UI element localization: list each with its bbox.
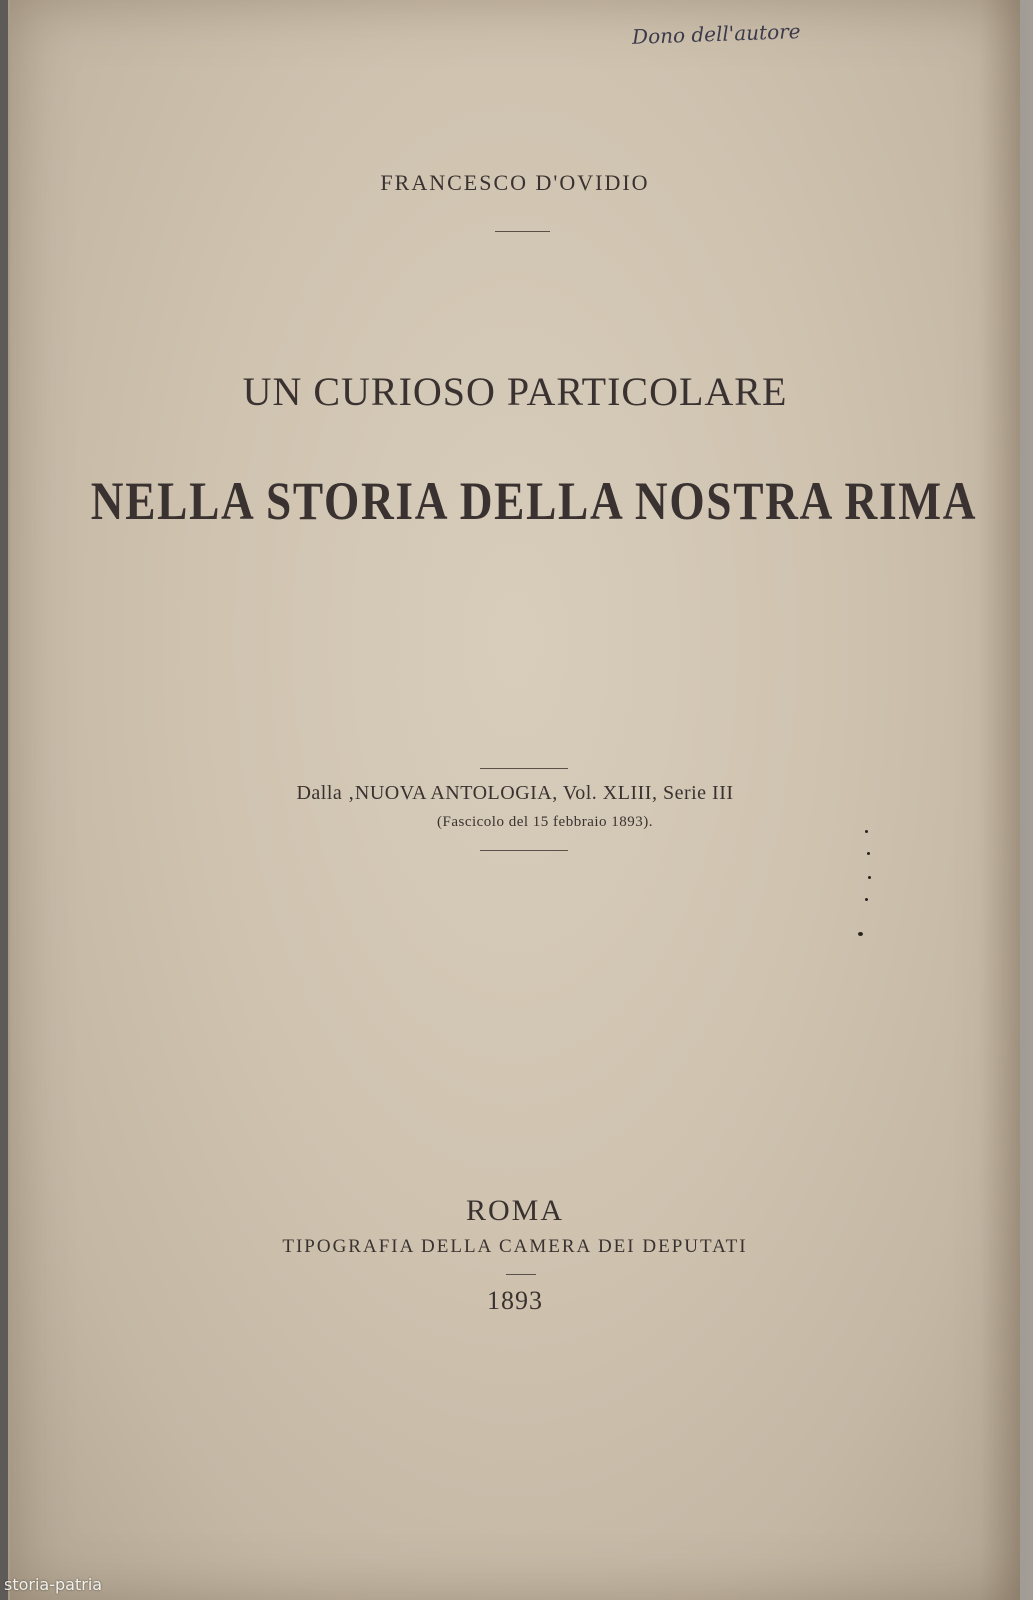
- ink-speck: [865, 830, 868, 833]
- ink-speck: [868, 876, 871, 879]
- ink-speck: [867, 852, 870, 855]
- imprint-printer: TIPOGRAFIA DELLA CAMERA DEI DEPUTATI: [282, 1236, 748, 1257]
- imprint-city: ROMA: [465, 1194, 564, 1227]
- divider-rule: [480, 850, 568, 851]
- handwritten-dedication: Dono dell'autore: [631, 19, 801, 49]
- imprint-year: 1893: [487, 1286, 543, 1315]
- issue-line: (Fascicolo del 15 febbraio 1893).: [436, 814, 654, 830]
- title-line-1: UN CURIOSO PARTICOLARE: [242, 369, 788, 414]
- divider-rule: [506, 1274, 536, 1275]
- source-line: Dalla ‚NUOVA ANTOLOGIA, Vol. XLIII, Serie III: [296, 782, 734, 804]
- divider-rule: [495, 231, 550, 232]
- divider-rule: [480, 768, 568, 769]
- title-page: [8, 0, 1020, 1600]
- watermark-text: storia-patria: [4, 1575, 103, 1594]
- author-name: FRANCESCO D'OVIDIO: [380, 170, 650, 195]
- ink-speck: [865, 898, 868, 901]
- ink-speck: [858, 932, 863, 936]
- title-line-2: NELLA STORIA DELLA NOSTRA RIMA: [90, 471, 978, 531]
